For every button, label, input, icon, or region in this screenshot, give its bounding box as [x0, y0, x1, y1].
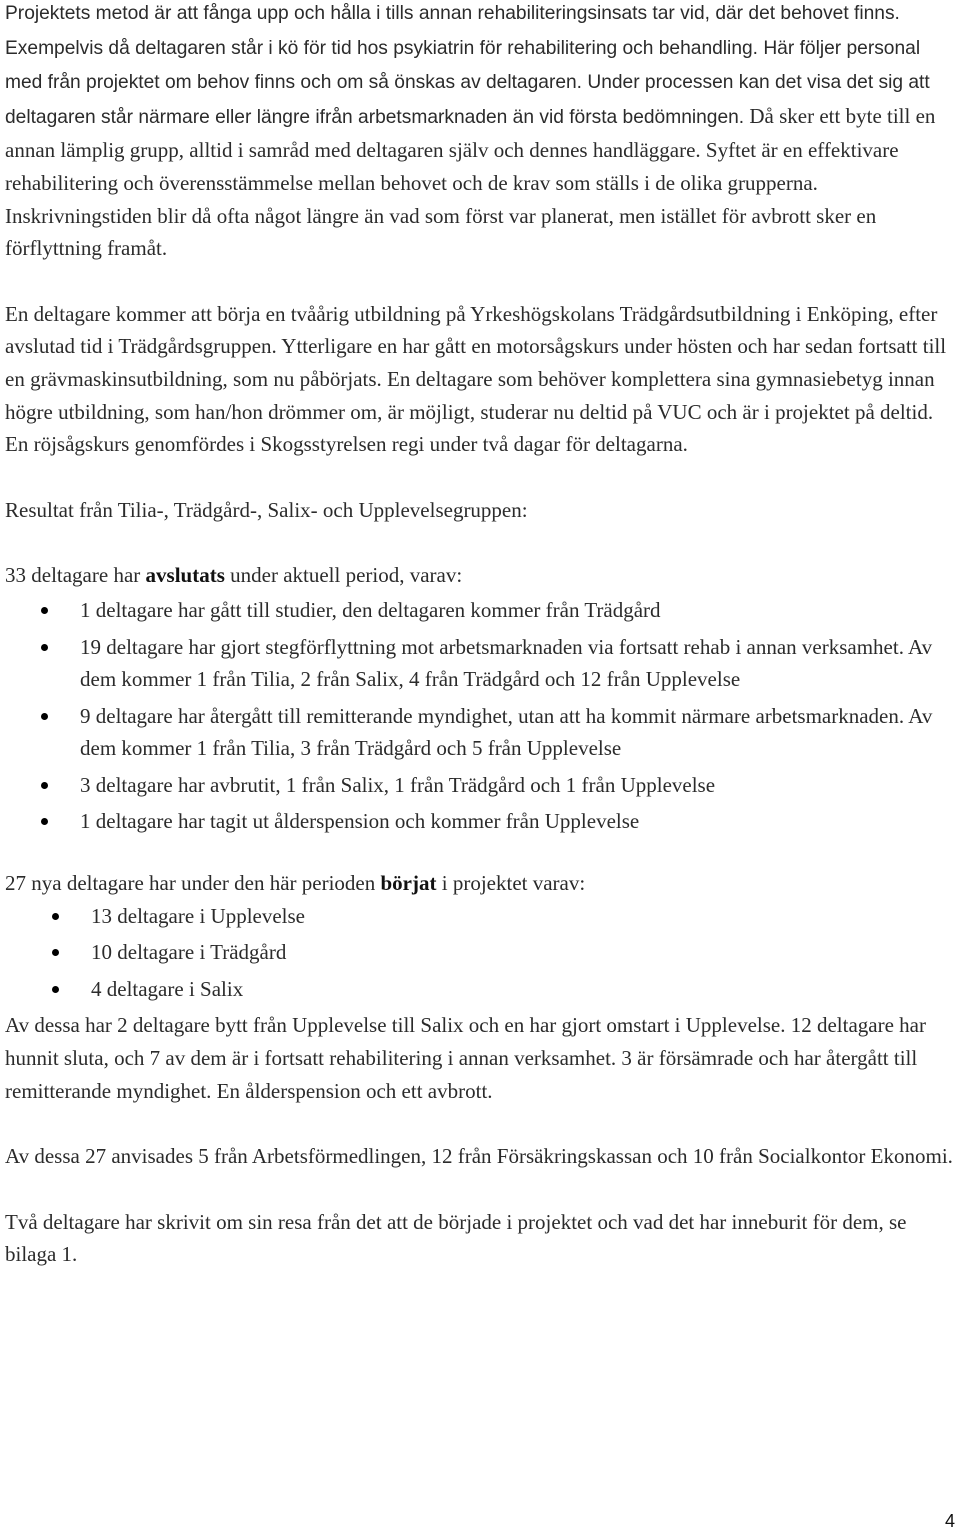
list-item [5, 900, 953, 933]
document-page [5, 0, 953, 1271]
page-number: 4 [944, 1511, 955, 1531]
finished-list [5, 594, 953, 838]
education-paragraph: En deltagare kommer att börja en tvåårig utbildning på Yrkeshögskolans Trädgårdsutbildning i Enköping, efter avslutad tid i Trädgårdsgruppen. Ytterligare en har gått en motorsågskurs under hösten och har sedan fortsatt till en grävmaskinsutbildning, som nu påbörjats. En deltagare som behöver komplettera sina gymnasiebetyg innan högre utbildning, som han/hon drömmer om, är möjligt, studerar nu deltid på VUC och är i projektet på deltid. En röjsågskurs genomfördes i Skogsstyrelsen regi under två dagar för deltagarna. [5, 301, 947, 457]
bullet-icon [41, 818, 48, 825]
bullet-icon [41, 782, 48, 789]
list-item-text: 3 deltagare har avbrutit, 1 från Salix, 1 från Trädgård och 1 från Upplevelse [80, 772, 716, 797]
list-item-text: 9 deltagare har återgått till remitterande myndighet, utan att ha kommit närmare arbetsmarknaden. Av dem kommer 1 från Tilia, 3 från Trädgård och 5 från Upplevelse [80, 703, 933, 761]
list-item-text: 13 deltagare i Upplevelse [91, 903, 305, 928]
list-item [5, 936, 953, 969]
finished-intro-post: under aktuell period, varav: [224, 563, 463, 588]
list-item [5, 631, 953, 696]
started-intro-post: i projektet varav: [436, 871, 586, 896]
started-intro-pre: 27 nya deltagare har under den här perioden [5, 871, 381, 896]
referrals-paragraph: Av dessa 27 anvisades 5 från Arbetsförmedlingen, 12 från Försäkringskassan och 10 från Socialkontor Ekonomi. [5, 1144, 953, 1169]
finished-intro-bold: avslutats [145, 563, 225, 588]
method-paragraph [5, 0, 953, 265]
bullet-icon [52, 913, 59, 920]
bullet-icon [41, 607, 48, 614]
list-item [5, 594, 953, 627]
started-list [5, 900, 953, 1006]
list-item [5, 700, 953, 765]
started-summary: Av dessa har 2 deltagare bytt från Upplevelse till Salix och en har gjort omstart i Upplevelse. 12 deltagare har hunnit sluta, och 7 av dem är i fortsatt rehabilitering i annan verksamhet. 3 är försämrade och har återgått till remitterande myndighet. En ålderspension och ett avbrott. [5, 1013, 926, 1103]
started-intro [5, 867, 953, 900]
bullet-icon [52, 986, 59, 993]
list-item-text: 4 deltagare i Salix [91, 976, 244, 1001]
list-item-text: 1 deltagare har gått till studier, den deltagaren kommer från Trädgård [80, 597, 661, 622]
list-item [5, 769, 953, 802]
list-item-text: 1 deltagare har tagit ut ålderspension och kommer från Upplevelse [80, 809, 640, 834]
started-intro-bold: börjat [380, 871, 437, 896]
list-item [5, 805, 953, 838]
finished-intro-pre: 33 deltagare har [5, 563, 146, 588]
list-item [5, 973, 953, 1006]
list-item-text: 10 deltagare i Trädgård [91, 940, 287, 965]
method-text-serif: Då sker ett byte till en annan lämplig grupp, alltid i samråd med deltagaren själv och dennes handläggare. Syftet är en effektivare rehabilitering och överensstämmelse mellan behovet och de krav som ställs i de olika grupperna. Inskrivningstiden blir då ofta något längre än vad som först var planerat, men istället för avbrott sker en förflyttning framåt. [5, 103, 936, 261]
results-heading: Resultat från Tilia-, Trädgård-, Salix- och Upplevelsegruppen: [5, 497, 528, 522]
stories-paragraph: Två deltagare har skrivit om sin resa från det att de började i projektet och vad det har inneburit för dem, se bilaga 1. [5, 1209, 907, 1267]
bullet-icon [41, 644, 48, 651]
method-text-sans: Projektets metod är att fånga upp och hålla i tills annan rehabiliteringsinsats tar vid, där det behovet finns. Exempelvis då deltagaren står i kö för tid hos psykiatrin för rehabilitering och behandling. Här följer personal med från projektet om behov finns och om så önskas av deltagaren. Under processen kan det visa det sig att deltagaren står närmare eller längre ifrån arbetsmarknaden än vid första bedömningen. [5, 3, 930, 128]
bullet-icon [41, 713, 48, 720]
list-item-text: 19 deltagare har gjort stegförflyttning mot arbetsmarknaden via fortsatt rehab i annan verksamhet. Av dem kommer 1 från Tilia, 2 från Salix, 4 från Trädgård och 12 från Upplevelse [80, 634, 933, 692]
bullet-icon [52, 949, 59, 956]
finished-intro [5, 559, 953, 592]
